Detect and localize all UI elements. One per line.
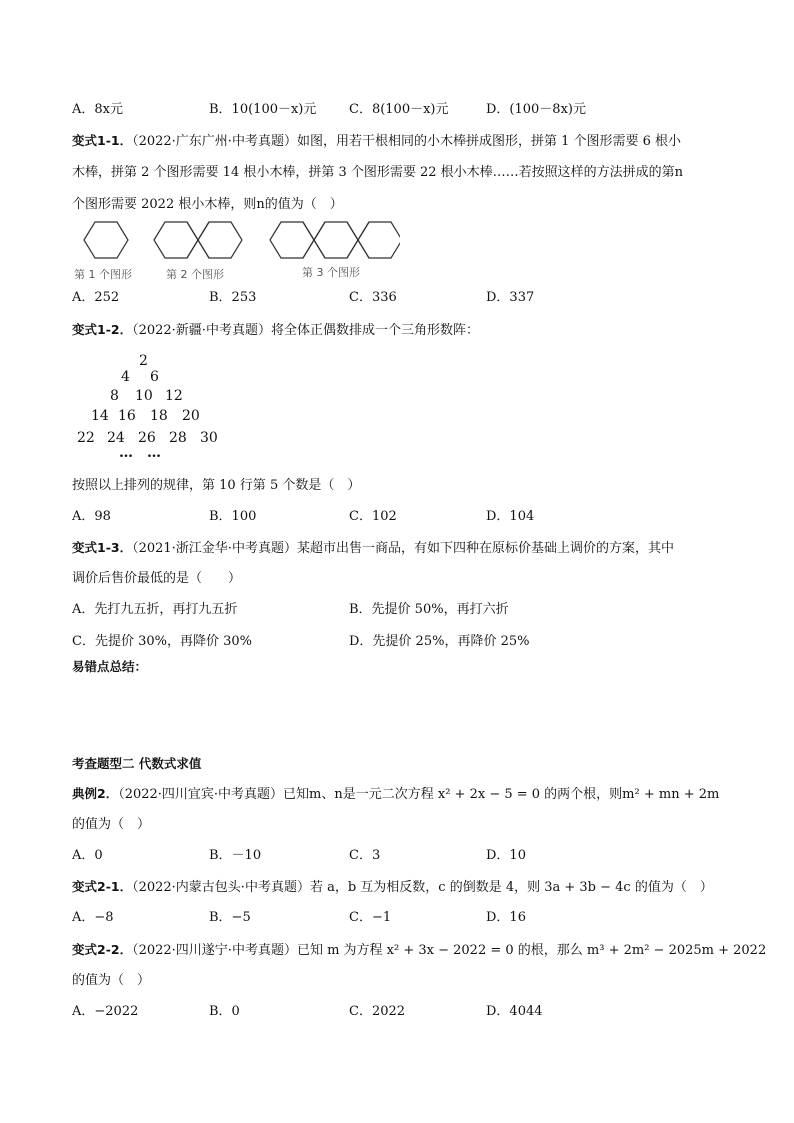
option-d: D．104 bbox=[486, 509, 535, 524]
tri-cell: 22 bbox=[77, 430, 95, 446]
option-a: A．8x元 bbox=[72, 102, 123, 117]
option-a: A．252 bbox=[72, 290, 120, 305]
question-v1-3-line2: 调价后售价最低的是（ ） bbox=[72, 571, 242, 586]
option-a: A．0 bbox=[72, 848, 103, 863]
tri-cell: 26 bbox=[138, 430, 156, 446]
figure-label-1: 第 1 个图形 bbox=[74, 268, 132, 281]
question-v2-2-line2: 的值为（ ） bbox=[72, 973, 151, 988]
tri-cell: 28 bbox=[169, 430, 187, 446]
question-label: 变式2-2． bbox=[72, 942, 133, 957]
tri-cell: 8 bbox=[110, 388, 119, 404]
tri-cell: 18 bbox=[150, 408, 168, 424]
option-a: A．−8 bbox=[72, 910, 114, 925]
question-text: （2022·内蒙古包头·中考真题）若 a，b 互为相反数，c 的倒数是 4，则 3a + 3b − 4c 的值为（ ） bbox=[132, 880, 713, 895]
option-c: C．2022 bbox=[349, 1004, 406, 1019]
option-d: D．337 bbox=[486, 290, 535, 305]
option-d: D．(100－8x)元 bbox=[486, 102, 586, 117]
tri-ellipsis: … … bbox=[119, 445, 161, 461]
matchstick-figure bbox=[70, 216, 400, 288]
question-label: 典例2． bbox=[72, 786, 119, 801]
question-v1-1-line2: 木棒，拼第 2 个图形需要 14 根小木棒，拼第 3 个图形需要 22 根小木棒……若按照这样的方法拼成的第n bbox=[72, 165, 684, 180]
option-c: C．3 bbox=[349, 848, 381, 863]
option-a: A．先打九五折，再打九五折 bbox=[72, 602, 238, 617]
question-v1-2-ask: 按照以上排列的规律，第 10 行第 5 个数是（ ） bbox=[72, 478, 361, 493]
option-b: B．100 bbox=[209, 509, 257, 524]
error-summary-label: 易错点总结： bbox=[72, 659, 148, 674]
option-c: C．8(100－x)元 bbox=[349, 102, 449, 117]
tri-cell: 16 bbox=[118, 408, 136, 424]
option-c: C．−1 bbox=[349, 910, 392, 925]
tri-cell: 6 bbox=[150, 369, 159, 385]
option-b: B．10(100－x)元 bbox=[209, 102, 317, 117]
option-c: C．336 bbox=[349, 290, 397, 305]
question-ex2-line2: 的值为（ ） bbox=[72, 817, 151, 832]
question-label: 变式1-2． bbox=[72, 322, 133, 337]
tri-cell: 30 bbox=[200, 430, 218, 446]
question-ex2-line1 bbox=[72, 785, 719, 804]
question-v1-1-line1 bbox=[72, 132, 681, 151]
question-v1-1-line3: 个图形需要 2022 根小木棒，则n的值为（ ） bbox=[72, 197, 343, 212]
tri-cell: 10 bbox=[135, 388, 153, 404]
option-d: D．10 bbox=[486, 848, 526, 863]
question-v2-1 bbox=[72, 878, 713, 897]
tri-cell: 24 bbox=[107, 430, 125, 446]
question-label: 变式2-1． bbox=[72, 879, 133, 894]
option-a: A．98 bbox=[72, 509, 111, 524]
question-label: 变式1-1． bbox=[72, 133, 133, 148]
figure-label-2: 第 2 个图形 bbox=[166, 268, 224, 281]
section-title: 考查题型二 代数式求值 bbox=[72, 756, 202, 771]
tri-cell: 4 bbox=[121, 369, 130, 385]
question-text: （2022·新疆·中考真题）将全体正偶数排成一个三角形数阵： bbox=[132, 323, 479, 338]
option-c: C．102 bbox=[349, 509, 397, 524]
question-v1-2 bbox=[72, 321, 479, 340]
option-d: D．16 bbox=[486, 910, 526, 925]
option-b: B．253 bbox=[209, 290, 257, 305]
option-b: B．先提价 50%，再打六折 bbox=[349, 602, 509, 617]
option-c: C．先提价 30%，再降价 30% bbox=[72, 634, 253, 649]
question-text: （2022·四川遂宁·中考真题）已知 m 为方程 x² + 3x − 2022 = 0 的根，那么 m³ + 2m² − 2025m + 2022 bbox=[132, 943, 767, 958]
question-v2-2-line1 bbox=[72, 941, 766, 960]
question-text: （2021·浙江金华·中考真题）某超市出售一商品，有如下四种在原标价基础上调价的方案，其中 bbox=[132, 541, 674, 556]
tri-cell: 20 bbox=[182, 408, 200, 424]
option-b: B．−5 bbox=[209, 910, 251, 925]
option-b: B．－10 bbox=[209, 848, 262, 863]
option-d: D．先提价 25%，再降价 25% bbox=[349, 634, 530, 649]
question-text: （2022·四川宜宾·中考真题）已知m、n是一元二次方程 x² + 2x − 5 = 0 的两个根，则m² + mn + 2m bbox=[118, 787, 720, 802]
tri-cell: 12 bbox=[165, 388, 183, 404]
option-d: D．4044 bbox=[486, 1004, 543, 1019]
figure-label-3: 第 3 个图形 bbox=[302, 266, 360, 279]
option-b: B．0 bbox=[209, 1004, 240, 1019]
option-a: A．−2022 bbox=[72, 1004, 139, 1019]
tri-cell: 2 bbox=[139, 353, 148, 369]
question-v1-3-line1 bbox=[72, 539, 674, 558]
question-label: 变式1-3． bbox=[72, 540, 133, 555]
question-text: （2022·广东广州·中考真题）如图，用若干根相同的小木棒拼成图形，拼第 1 个图形需要 6 根小 bbox=[132, 134, 682, 149]
tri-cell: 14 bbox=[91, 408, 109, 424]
